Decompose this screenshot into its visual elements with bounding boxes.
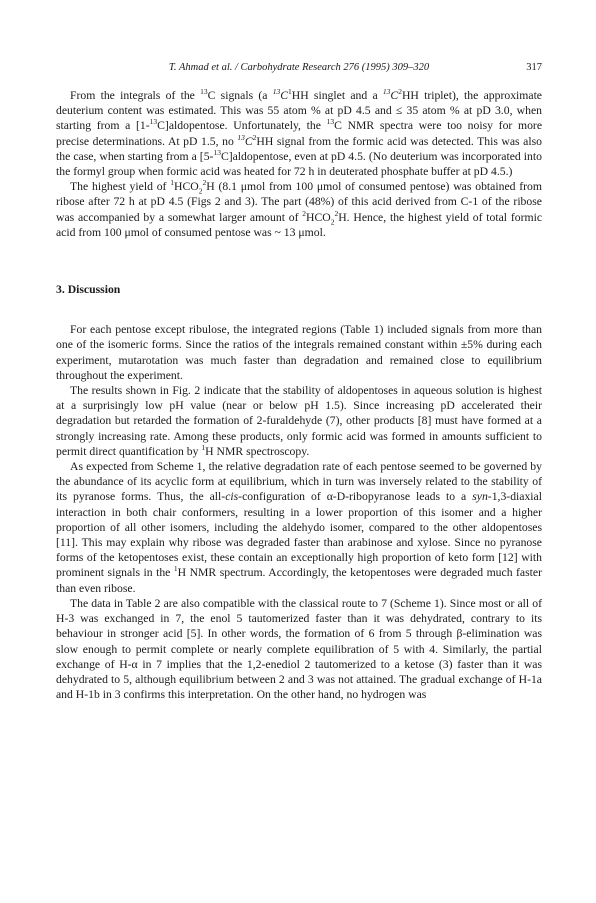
- section-heading-discussion: 3. Discussion: [56, 283, 121, 297]
- discussion-paragraph-2: The results shown in Fig. 2 indicate that the stability of aldopentoses in aqueous solution is highest at a surprisingly low pH value (near or below pH 1.5). Since increasing pD accelerated their degradation but retarded the formation of 2-furaldehyde (7), other products [8] must have formed at a strongly increasing rate. Among these products, only formic acid was formed in amounts sufficient to permit direct quantification by $^1$H NMR spectroscopy.: [56, 384, 542, 458]
- page-header: [56, 62, 542, 76]
- results-paragraph-1: From the integrals of the $^{13}$C signals (a $^{13}C^1HH$ singlet and a $^{13}C^2HH$ triplet), the approximate deuterium content was estimated. This was 55 atom % at pD 4.5 and ≤ 35 atom % at pD 3.0, when starting from a [1-$^{13}$C]aldopentose. Unfortunately, the $^{13}$C NMR spectra were too noisy for more precise determinations. At pD 1.5, no $^{13}C^2HH$ signal from the formic acid was detected. This was also the case, when starting from a [5-$^{13}$C]aldopentose, even at pD 4.5. (No deuterium was incorporated into the formyl group when formic acid was heated for 72 h in deuterated phosphate buffer at pD 4.5.): [56, 87, 543, 179]
- discussion-paragraph-1: For each pentose except ribulose, the integrated regions (Table 1) included signals from more than one of the isomeric forms. Since the ratios of the integrals remained constant within ±5% during each experiment, mutarotation was much faster than degradation and remained close to equilibrium throughout the experiment.: [56, 323, 542, 382]
- discussion-paragraph-3: As expected from Scheme 1, the relative degradation rate of each pentose seemed to be governed by the abundance of its acyclic form at equilibrium, which in turn was inversely related to the stability of its pyranose forms. Thus, the all-cis-configuration of α-D-ribopyranose leads to a syn-1,3-diaxial interaction in both chair conformers, resulting in a lower proportion of this isomer and a higher proportion of all other isomers, including the aldehydo isomer, compared to the other aldopentoses [11]. This may explain why ribose was degraded faster than arabinose and xylose. Since no pyranose forms of the ketopentoses exist, these contain an exceptionally high proportion of keto form [12] with prominent signals in the $^1$H NMR spectrum. Accordingly, the ketopentoses were degraded much faster than even ribose.: [56, 460, 542, 595]
- article-body: [56, 88, 542, 702]
- page-number: 317: [526, 62, 542, 73]
- running-head: T. Ahmad et al. / Carbohydrate Research 276 (1995) 309–320: [168, 62, 430, 73]
- discussion-paragraph-4: The data in Table 2 are also compatible with the classical route to 7 (Scheme 1). Since most or all of H-3 was exchanged in 7, the enol 5 tautomerized faster than it was dehydrated, contrary to its behaviour in stronger acid [5]. In other words, the formation of 6 from 5 through β-elimination was slow enough to permit complete or nearly complete equilibration of 5 with 4. Similarly, the partial exchange of H-α in 7 implies that the 1,2-enediol 2 tautomerized to a ketose (3) faster than it was dehydrated to 5, although equilibrium between 2 and 3 was not attained. The gradual exchange of H-1a and H-1b in 3 confirms this interpretation. On the other hand, no hydrogen was: [56, 596, 542, 702]
- results-paragraph-2: The highest yield of $^1HCO_2^2H$ (8.1 μmol from 100 μmol of consumed pentose) was obtained from ribose after 72 h at pD 4.5 (Figs 2 and 3). The part (48%) of this acid derived from C-1 of the ribose was accompanied by a somewhat larger amount of $^2HCO_2^2H$. Hence, the highest yield of total formic acid from 100 μmol of consumed pentose was ~ 13 μmol.: [56, 178, 543, 239]
